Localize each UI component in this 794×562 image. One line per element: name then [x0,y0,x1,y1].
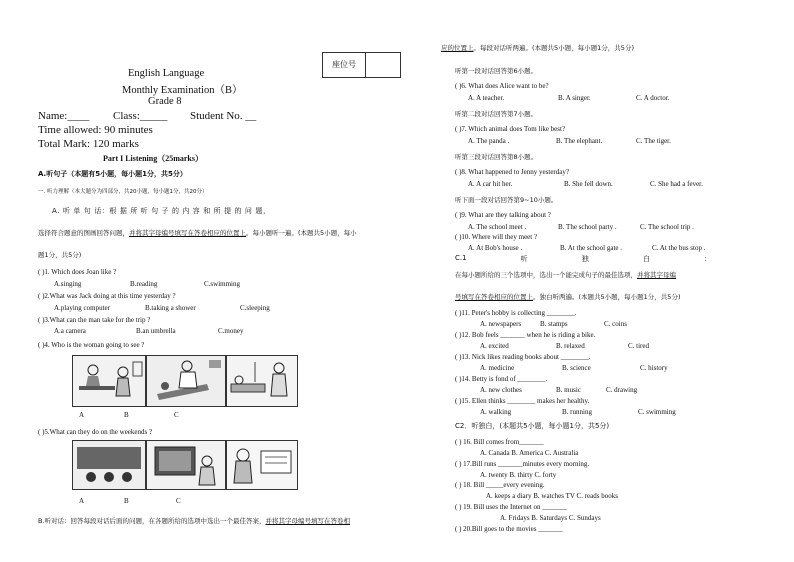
question-12: ( )12. Bob feels _______ when he is riding a bike. [455,331,596,339]
q7-option-a: A. The panda . [468,137,510,145]
q2-option-a: A.playing computer [54,304,110,312]
q13-option-b: B. science [562,364,591,372]
q5-image-a [72,440,146,490]
section-b-instruction-1: B.听对话：回答每段对话后面的问题，在各题所给的选项中选出一个最佳答案，并将其字母编号填写在答卷相 [38,517,351,525]
student-no-field: Student No. __ [190,110,257,122]
question-3: ( )3.What can the man take for the trip ? [38,316,151,324]
q18-options: A. keeps a diary B. watches TV C. reads books [486,492,618,500]
q13-option-c: C. history [640,364,668,372]
q8-option-c: C. She had a fever. [650,180,703,188]
part1-heading: Part I Listening（25marks） [103,154,203,163]
q1-option-a: A.singing [54,280,82,288]
q10-option-a: A. At Bob's house . [468,244,523,252]
header-subtitle: Monthly Examination（B） [122,85,243,96]
header-grade: Grade 8 [148,96,182,107]
total-mark: Total Mark: 120 marks [38,138,139,150]
q4-image-a [72,355,146,407]
q6-option-c: C. A doctor. [636,94,670,102]
q5-image-b [146,440,226,490]
listening-note: 一. 听力理解（本大题分为四部分，共20小题，每小题1分，共20分） [38,189,208,195]
question-16: ( ) 16. Bill comes from_______ [455,438,544,446]
section-c1-instruction-1: 在每小题所给的三个选项中，选出一个能完成句子的最佳选项，并将其字母编 [455,271,676,279]
q6-option-a: A. A teacher. [468,94,505,102]
q3-option-a: A.a camera [54,327,86,335]
q15-option-c: C. swimming [638,408,676,416]
q4-label-c: C [174,411,179,419]
dialogue-3-heading: 听第三段对话回答第8小题。 [455,153,538,161]
section-b-instruction-2: 应的位置上。每段对话听两遍。(本题共5小题，每小题1分，共5分) [441,44,634,52]
q3-option-c: C.money [218,327,244,335]
q1-option-c: C.swimming [204,280,240,288]
q8-option-b: B. She fell down. [564,180,613,188]
header-title: English Language [128,68,205,79]
section-a-instruction-3: 题1分，共5分) [38,251,82,259]
q12-option-c: C. tired [628,342,649,350]
q5-label-c: C [176,497,181,505]
q11-option-c: C. coins [604,320,627,328]
section-a-title: A.听句子（本题有5小题，每小题1分，共5分） [38,170,187,178]
q4-image-b [146,355,226,407]
question-2: ( )2.What was Jack doing at this time yesterday ? [38,292,176,300]
class-field: Class:_____ [113,110,168,122]
q4-label-b: B [124,411,129,419]
question-17: ( ) 17.Bill runs _______minutes every morning. [455,460,590,468]
question-11: ( )11. Peter's hobby is collecting ________. [455,309,577,317]
dialogue-1-heading: 听第一段对话回答第6小题。 [455,67,538,75]
q11-option-a: A. newspapers [480,320,522,328]
question-1: ( )1. Which does Joan like ? [38,268,117,276]
q12-option-b: B. relaxed [556,342,585,350]
q4-label-a: A [79,411,85,419]
q6-option-b: B. A singer. [558,94,591,102]
question-7: ( )7. Which animal does Tom like best? [455,125,566,133]
question-18: ( ) 18. Bill _____every evening. [455,481,545,489]
q2-option-b: B.taking a shower [145,304,196,312]
section-a-instruction-2: 选择符合题意的图画回答问题，并将其字母编号填写在答卷相应的位置上。每小题听一遍。(本题共5小题，每小 [38,229,357,237]
q9-option-a: A. The school meet . [468,223,527,231]
q14-option-a: A. new clothes [480,386,522,394]
dialogue-2-heading: 听第二段对话回答第7小题。 [455,110,538,118]
q15-option-a: A. walking [480,408,512,416]
q10-option-c: C. At the bus stop . [652,244,706,252]
q7-option-c: C. The tiger. [636,137,671,145]
seat-number-box [322,52,401,78]
q13-option-a: A. medicine [480,364,515,372]
q10-option-b: B. At the school gate . [560,244,623,252]
question-10: ( )10. Where will they meet ? [455,233,538,241]
seat-number-label: 座位号 [323,53,366,77]
question-5: ( )5.What can they do on the weekends ? [38,428,153,436]
q11-option-b: B. stamps [540,320,568,328]
q14-option-c: C. drawing [606,386,638,394]
section-a-instruction-1: A. 听 单 句 话：根 据 所 听 句 子 的 内 容 和 所 提 的 问 题， [52,207,271,215]
q2-option-c: C.sleeping [240,304,270,312]
q5-label-a: A [79,497,85,505]
q1-option-b: B.reading [130,280,158,288]
section-c2-heading: C2．听独白，(本题共5小题，每小题1分，共5分) [455,422,610,430]
question-4: ( )4. Who is the woman going to see ? [38,341,145,349]
q7-option-b: B. The elephant. [556,137,603,145]
q15-option-b: B. running [562,408,592,416]
section-c1-instruction-2: 号填写在答卷相应的位置上。独白听两遍。(本题共5小题，每小题1分，共5分) [455,293,681,301]
question-8: ( )8. What happened to Jenny yesterday? [455,168,569,176]
question-15: ( )15. Ellen thinks ________ makes her healthy. [455,397,590,405]
q5-label-b: B [124,497,129,505]
dialogue-4-heading: 听下面一段对话回答第9~10小题。 [455,196,558,204]
q12-option-a: A. excited [480,342,509,350]
section-c1-heading: C.1 听 独 白 ： [455,254,711,263]
question-14: ( )14. Betty is fond of ________. [455,375,548,383]
question-6: ( )6. What does Alice want to be? [455,82,549,90]
q16-options: A. Canada B. America C. Australia [480,449,579,457]
q19-options: A. Fridays B. Saturdays C. Sundays [500,514,601,522]
name-field: Name:____ [38,110,90,122]
q9-option-b: B. The school party . [558,223,617,231]
q9-option-c: C. The school trip . [640,223,694,231]
question-19: ( ) 19. Bill uses the Internet on _______ [455,503,567,511]
q3-option-b: B.an umbrella [136,327,176,335]
question-9: ( )9. What are they talking about ? [455,211,551,219]
q17-options: A. twenty B. thirty C. forty [480,471,557,479]
question-20: ( ) 20.Bill goes to the movies _______ [455,525,563,533]
q14-option-b: B. music [556,386,581,394]
time-allowed: Time allowed: 90 minutes [38,124,153,136]
question-13: ( )13. Nick likes reading books about ________. [455,353,591,361]
q4-image-c [226,355,298,407]
q5-image-c [226,440,298,490]
q8-option-a: A. A car hit her. [468,180,513,188]
